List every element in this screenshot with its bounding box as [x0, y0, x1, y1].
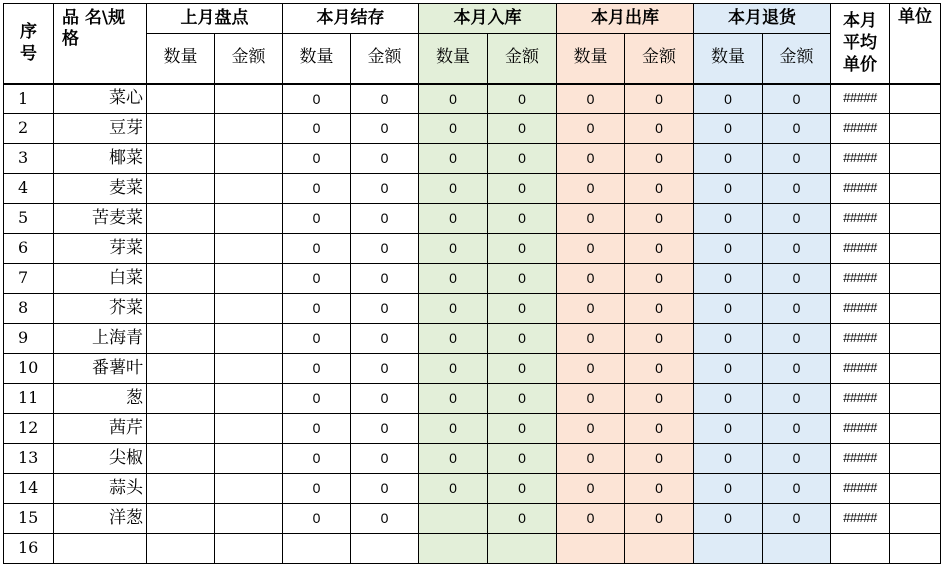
- qty-header: 数量: [557, 34, 625, 84]
- group-header-month-returns: 本月退货: [694, 4, 831, 34]
- amount-cell[interactable]: [215, 504, 283, 534]
- amount-cell[interactable]: 0: [625, 234, 694, 264]
- qty-cell[interactable]: 0: [283, 174, 351, 204]
- unit-cell[interactable]: [890, 144, 941, 174]
- qty-cell[interactable]: 0: [419, 84, 488, 114]
- amount-cell[interactable]: [351, 534, 419, 564]
- row-seq[interactable]: 11: [4, 384, 54, 414]
- avg-price-cell[interactable]: #####: [831, 444, 890, 474]
- amount-header: 金额: [625, 34, 694, 84]
- avg-price-cell[interactable]: #####: [831, 114, 890, 144]
- amount-cell[interactable]: 0: [488, 474, 557, 504]
- amount-header: 金额: [351, 34, 419, 84]
- unit-cell[interactable]: [890, 84, 941, 114]
- unit-cell[interactable]: [890, 354, 941, 384]
- row-item-name[interactable]: 椰菜: [54, 144, 147, 174]
- amount-cell[interactable]: 0: [625, 114, 694, 144]
- amount-cell[interactable]: 0: [488, 414, 557, 444]
- avg-price-cell[interactable]: #####: [831, 84, 890, 114]
- qty-cell[interactable]: 0: [557, 264, 625, 294]
- qty-cell[interactable]: [147, 414, 215, 444]
- unit-cell[interactable]: [890, 504, 941, 534]
- amount-cell[interactable]: 0: [625, 144, 694, 174]
- amount-cell[interactable]: 0: [488, 294, 557, 324]
- amount-cell[interactable]: 0: [351, 504, 419, 534]
- qty-cell[interactable]: 0: [283, 204, 351, 234]
- unit-cell[interactable]: [890, 294, 941, 324]
- qty-cell[interactable]: 0: [283, 354, 351, 384]
- amount-cell[interactable]: [215, 384, 283, 414]
- row-item-name[interactable]: 茜芹: [54, 414, 147, 444]
- inventory-table: [3, 3, 941, 564]
- row-seq[interactable]: 14: [4, 474, 54, 504]
- qty-cell[interactable]: [147, 354, 215, 384]
- amount-cell[interactable]: 0: [763, 84, 831, 114]
- table-row: [4, 504, 941, 534]
- row-seq[interactable]: 3: [4, 144, 54, 174]
- qty-cell[interactable]: 0: [419, 234, 488, 264]
- amount-cell[interactable]: [488, 534, 557, 564]
- row-seq[interactable]: 7: [4, 264, 54, 294]
- qty-cell[interactable]: 0: [419, 414, 488, 444]
- qty-cell[interactable]: 0: [694, 474, 763, 504]
- amount-cell[interactable]: 0: [625, 84, 694, 114]
- amount-cell[interactable]: [215, 204, 283, 234]
- qty-cell[interactable]: 0: [419, 474, 488, 504]
- qty-cell[interactable]: [147, 384, 215, 414]
- amount-cell[interactable]: 0: [488, 84, 557, 114]
- qty-cell[interactable]: 0: [694, 324, 763, 354]
- qty-cell[interactable]: 0: [694, 444, 763, 474]
- unit-cell[interactable]: [890, 234, 941, 264]
- amount-cell[interactable]: [215, 474, 283, 504]
- qty-cell[interactable]: [283, 534, 351, 564]
- amount-cell[interactable]: 0: [351, 414, 419, 444]
- row-seq[interactable]: 15: [4, 504, 54, 534]
- qty-cell[interactable]: 0: [694, 294, 763, 324]
- unit-cell[interactable]: [890, 264, 941, 294]
- unit-cell[interactable]: [890, 204, 941, 234]
- amount-cell[interactable]: 0: [351, 444, 419, 474]
- amount-cell[interactable]: 0: [488, 174, 557, 204]
- qty-cell[interactable]: [147, 174, 215, 204]
- qty-header: 数量: [419, 34, 488, 84]
- amount-cell[interactable]: 0: [488, 384, 557, 414]
- unit-cell[interactable]: [890, 384, 941, 414]
- avg-price-cell[interactable]: #####: [831, 414, 890, 444]
- row-seq[interactable]: 4: [4, 174, 54, 204]
- avg-price-cell[interactable]: #####: [831, 474, 890, 504]
- qty-cell[interactable]: 0: [283, 474, 351, 504]
- avg-price-cell[interactable]: #####: [831, 324, 890, 354]
- row-seq[interactable]: 10: [4, 354, 54, 384]
- table-row: [4, 444, 941, 474]
- amount-cell[interactable]: 0: [351, 474, 419, 504]
- avg-price-cell[interactable]: #####: [831, 294, 890, 324]
- amount-cell[interactable]: 0: [763, 144, 831, 174]
- qty-cell[interactable]: 0: [283, 144, 351, 174]
- table-row: [4, 144, 941, 174]
- qty-cell[interactable]: 0: [283, 384, 351, 414]
- table-row: [4, 354, 941, 384]
- group-header-month-outbound: 本月出库: [557, 4, 694, 34]
- amount-cell[interactable]: 0: [763, 504, 831, 534]
- amount-cell[interactable]: 0: [488, 234, 557, 264]
- qty-cell[interactable]: 0: [694, 114, 763, 144]
- amount-cell[interactable]: 0: [625, 204, 694, 234]
- row-seq[interactable]: 9: [4, 324, 54, 354]
- qty-cell[interactable]: 0: [694, 504, 763, 534]
- qty-cell[interactable]: 0: [283, 84, 351, 114]
- amount-cell[interactable]: 0: [763, 324, 831, 354]
- amount-cell[interactable]: [215, 534, 283, 564]
- seq-header: 序 号: [4, 4, 54, 84]
- row-seq[interactable]: 8: [4, 294, 54, 324]
- row-item-name[interactable]: 番薯叶: [54, 354, 147, 384]
- amount-cell[interactable]: 0: [488, 444, 557, 474]
- header-row-1: [4, 4, 941, 34]
- table-row: [4, 174, 941, 204]
- amount-cell[interactable]: 0: [488, 144, 557, 174]
- qty-cell[interactable]: [147, 234, 215, 264]
- amount-cell[interactable]: [215, 114, 283, 144]
- qty-cell[interactable]: 0: [694, 174, 763, 204]
- amount-cell[interactable]: 0: [625, 354, 694, 384]
- qty-cell[interactable]: 0: [283, 324, 351, 354]
- amount-cell[interactable]: 0: [351, 144, 419, 174]
- row-item-name[interactable]: 蒜头: [54, 474, 147, 504]
- qty-cell[interactable]: 0: [694, 234, 763, 264]
- amount-cell[interactable]: [215, 264, 283, 294]
- qty-cell[interactable]: 0: [694, 264, 763, 294]
- avg-price-cell[interactable]: #####: [831, 354, 890, 384]
- qty-cell[interactable]: 0: [557, 384, 625, 414]
- qty-cell[interactable]: 0: [694, 144, 763, 174]
- qty-cell[interactable]: [419, 504, 488, 534]
- amount-cell[interactable]: 0: [763, 204, 831, 234]
- row-item-name[interactable]: 芽菜: [54, 234, 147, 264]
- qty-cell[interactable]: 0: [283, 444, 351, 474]
- row-seq[interactable]: 5: [4, 204, 54, 234]
- row-seq[interactable]: 2: [4, 114, 54, 144]
- amount-cell[interactable]: 0: [488, 264, 557, 294]
- amount-cell[interactable]: 0: [351, 264, 419, 294]
- group-header-month-balance: 本月结存: [283, 4, 419, 34]
- amount-cell[interactable]: 0: [763, 444, 831, 474]
- avg-price-cell[interactable]: #####: [831, 504, 890, 534]
- amount-cell[interactable]: 0: [625, 414, 694, 444]
- table-row: [4, 114, 941, 144]
- qty-cell[interactable]: 0: [557, 294, 625, 324]
- qty-cell[interactable]: 0: [419, 174, 488, 204]
- qty-cell[interactable]: 0: [283, 264, 351, 294]
- amount-cell[interactable]: [215, 414, 283, 444]
- amount-cell[interactable]: 0: [625, 474, 694, 504]
- unit-cell[interactable]: [890, 534, 941, 564]
- amount-cell[interactable]: [215, 294, 283, 324]
- row-seq[interactable]: 12: [4, 414, 54, 444]
- qty-cell[interactable]: 0: [283, 294, 351, 324]
- amount-cell[interactable]: 0: [351, 324, 419, 354]
- row-seq[interactable]: 1: [4, 84, 54, 114]
- amount-cell[interactable]: [625, 534, 694, 564]
- table-row: [4, 474, 941, 504]
- avg-price-cell[interactable]: [831, 534, 890, 564]
- qty-cell[interactable]: [147, 474, 215, 504]
- amount-cell[interactable]: 0: [763, 414, 831, 444]
- qty-cell[interactable]: [147, 294, 215, 324]
- table-row: [4, 264, 941, 294]
- qty-cell[interactable]: 0: [694, 354, 763, 384]
- amount-cell[interactable]: 0: [625, 324, 694, 354]
- qty-cell[interactable]: 0: [419, 204, 488, 234]
- table-row: [4, 294, 941, 324]
- group-header-month-inbound: 本月入库: [419, 4, 557, 34]
- avg-price-cell[interactable]: #####: [831, 264, 890, 294]
- amount-cell[interactable]: 0: [625, 384, 694, 414]
- qty-header: 数量: [147, 34, 215, 84]
- table-row: [4, 384, 941, 414]
- unit-cell[interactable]: [890, 414, 941, 444]
- qty-cell[interactable]: 0: [557, 504, 625, 534]
- qty-cell[interactable]: 0: [557, 204, 625, 234]
- table-row: [4, 234, 941, 264]
- qty-cell[interactable]: [147, 444, 215, 474]
- row-item-name[interactable]: 葱: [54, 384, 147, 414]
- qty-cell[interactable]: 0: [419, 114, 488, 144]
- amount-cell[interactable]: 0: [763, 384, 831, 414]
- avg-price-cell[interactable]: #####: [831, 384, 890, 414]
- qty-cell[interactable]: 0: [557, 144, 625, 174]
- group-header-last-month-stock: 上月盘点: [147, 4, 283, 34]
- qty-cell[interactable]: [557, 534, 625, 564]
- qty-cell[interactable]: [147, 324, 215, 354]
- amount-header: 金额: [763, 34, 831, 84]
- qty-cell[interactable]: 0: [419, 144, 488, 174]
- amount-cell[interactable]: 0: [351, 294, 419, 324]
- amount-cell[interactable]: 0: [488, 324, 557, 354]
- qty-cell[interactable]: 0: [557, 174, 625, 204]
- amount-cell[interactable]: 0: [763, 174, 831, 204]
- qty-cell[interactable]: 0: [557, 444, 625, 474]
- amount-cell[interactable]: [215, 324, 283, 354]
- amount-cell[interactable]: 0: [625, 444, 694, 474]
- amount-cell[interactable]: 0: [351, 384, 419, 414]
- unit-cell[interactable]: [890, 114, 941, 144]
- row-seq[interactable]: 6: [4, 234, 54, 264]
- row-item-name[interactable]: 尖椒: [54, 444, 147, 474]
- qty-cell[interactable]: 0: [557, 84, 625, 114]
- amount-cell[interactable]: 0: [625, 264, 694, 294]
- unit-cell[interactable]: [890, 474, 941, 504]
- unit-header: 单位: [890, 4, 941, 84]
- qty-header: 数量: [694, 34, 763, 84]
- amount-cell[interactable]: [763, 534, 831, 564]
- amount-cell[interactable]: [215, 354, 283, 384]
- amount-cell[interactable]: 0: [351, 84, 419, 114]
- amount-cell[interactable]: 0: [351, 354, 419, 384]
- amount-cell[interactable]: 0: [351, 174, 419, 204]
- qty-cell[interactable]: 0: [694, 204, 763, 234]
- amount-cell[interactable]: [215, 144, 283, 174]
- qty-header: 数量: [283, 34, 351, 84]
- name-header: 品 名\规 格: [54, 4, 147, 84]
- row-item-name[interactable]: 麦菜: [54, 174, 147, 204]
- amount-cell[interactable]: 0: [763, 114, 831, 144]
- qty-cell[interactable]: [147, 534, 215, 564]
- qty-cell[interactable]: [147, 114, 215, 144]
- row-item-name[interactable]: [54, 534, 147, 564]
- amount-cell[interactable]: 0: [351, 114, 419, 144]
- qty-cell[interactable]: 0: [419, 324, 488, 354]
- qty-cell[interactable]: 0: [283, 114, 351, 144]
- amount-cell[interactable]: 0: [763, 234, 831, 264]
- table-row: [4, 324, 941, 354]
- qty-cell[interactable]: 0: [419, 264, 488, 294]
- qty-cell[interactable]: 0: [283, 414, 351, 444]
- amount-cell[interactable]: 0: [763, 294, 831, 324]
- row-item-name[interactable]: 苦麦菜: [54, 204, 147, 234]
- unit-cell[interactable]: [890, 444, 941, 474]
- table-row: [4, 414, 941, 444]
- qty-cell[interactable]: 0: [419, 384, 488, 414]
- amount-cell[interactable]: 0: [625, 294, 694, 324]
- qty-cell[interactable]: [147, 504, 215, 534]
- qty-cell[interactable]: 0: [283, 504, 351, 534]
- amount-cell[interactable]: [215, 444, 283, 474]
- qty-cell[interactable]: [419, 534, 488, 564]
- qty-cell[interactable]: 0: [557, 414, 625, 444]
- amount-cell[interactable]: 0: [351, 204, 419, 234]
- qty-cell[interactable]: 0: [557, 474, 625, 504]
- row-item-name[interactable]: 芥菜: [54, 294, 147, 324]
- qty-cell[interactable]: 0: [557, 114, 625, 144]
- amount-cell[interactable]: 0: [488, 354, 557, 384]
- qty-cell[interactable]: 0: [419, 294, 488, 324]
- qty-cell[interactable]: [147, 204, 215, 234]
- avg-price-header: 本月 平均 单价: [831, 4, 890, 84]
- row-item-name[interactable]: 洋葱: [54, 504, 147, 534]
- qty-cell[interactable]: 0: [283, 234, 351, 264]
- row-item-name[interactable]: 白菜: [54, 264, 147, 294]
- amount-header: 金额: [488, 34, 557, 84]
- avg-price-cell[interactable]: #####: [831, 204, 890, 234]
- avg-price-cell[interactable]: #####: [831, 234, 890, 264]
- qty-cell[interactable]: [694, 534, 763, 564]
- row-item-name[interactable]: 豆芽: [54, 114, 147, 144]
- qty-cell[interactable]: 0: [694, 84, 763, 114]
- amount-cell[interactable]: [215, 234, 283, 264]
- qty-cell[interactable]: [147, 84, 215, 114]
- qty-cell[interactable]: 0: [557, 354, 625, 384]
- unit-cell[interactable]: [890, 174, 941, 204]
- qty-cell[interactable]: [147, 264, 215, 294]
- amount-cell[interactable]: 0: [763, 474, 831, 504]
- qty-cell[interactable]: 0: [694, 384, 763, 414]
- table-row: [4, 204, 941, 234]
- qty-cell[interactable]: 0: [694, 414, 763, 444]
- amount-cell[interactable]: 0: [488, 204, 557, 234]
- qty-cell[interactable]: 0: [557, 234, 625, 264]
- amount-cell[interactable]: 0: [763, 264, 831, 294]
- table-row: [4, 84, 941, 114]
- unit-cell[interactable]: [890, 324, 941, 354]
- row-seq[interactable]: 16: [4, 534, 54, 564]
- amount-header: 金额: [215, 34, 283, 84]
- qty-cell[interactable]: 0: [557, 324, 625, 354]
- row-item-name[interactable]: 上海青: [54, 324, 147, 354]
- table-row: [4, 534, 941, 564]
- amount-cell[interactable]: 0: [488, 114, 557, 144]
- amount-cell[interactable]: 0: [351, 234, 419, 264]
- row-seq[interactable]: 13: [4, 444, 54, 474]
- avg-price-cell[interactable]: #####: [831, 174, 890, 204]
- amount-cell[interactable]: 0: [625, 504, 694, 534]
- amount-cell[interactable]: [215, 84, 283, 114]
- qty-cell[interactable]: [147, 144, 215, 174]
- amount-cell[interactable]: 0: [763, 354, 831, 384]
- qty-cell[interactable]: 0: [419, 354, 488, 384]
- row-item-name[interactable]: 菜心: [54, 84, 147, 114]
- amount-cell[interactable]: 0: [488, 504, 557, 534]
- avg-price-cell[interactable]: #####: [831, 144, 890, 174]
- qty-cell[interactable]: 0: [419, 444, 488, 474]
- amount-cell[interactable]: 0: [625, 174, 694, 204]
- amount-cell[interactable]: [215, 174, 283, 204]
